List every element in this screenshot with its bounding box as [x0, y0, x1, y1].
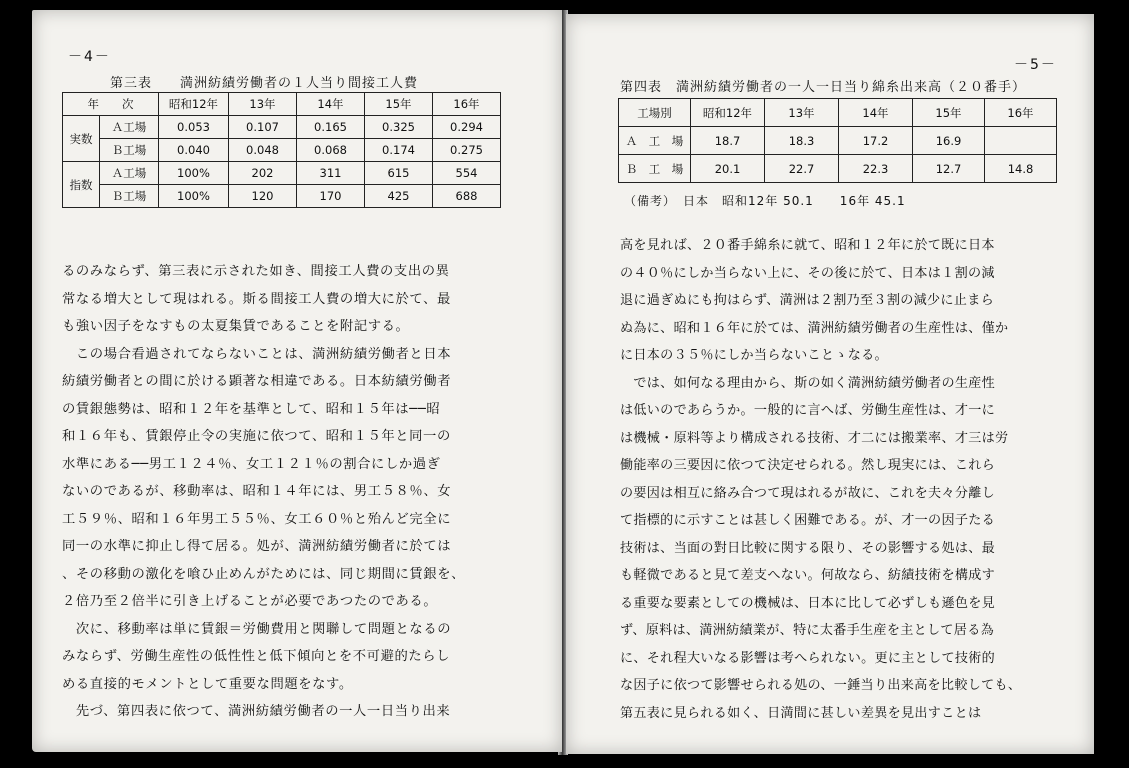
year-header: 13年	[765, 99, 839, 127]
year-header: 16年	[985, 99, 1057, 127]
table-cell: 0.048	[229, 139, 297, 162]
table-cell: 425	[365, 185, 433, 208]
text-line: て指標的に示すことは甚しく困難である。が、才一の因子たる	[620, 513, 996, 528]
table-cell: 16.9	[913, 127, 985, 155]
table-corner-header: 年 次	[63, 93, 159, 116]
table-cell: 100%	[159, 162, 229, 185]
year-header: 14年	[297, 93, 365, 116]
table-row	[63, 162, 501, 185]
right-body-text	[620, 232, 1088, 727]
text-line: ないのであるが、移動率は、昭和１４年には、男工５８％、女	[62, 484, 452, 499]
year-header: 昭和12年	[159, 93, 229, 116]
text-line: 常なる増大として現はれる。斯る間接工人費の増大に於て、最	[62, 291, 451, 307]
table-cell: 100%	[159, 185, 229, 208]
table-row	[63, 116, 501, 139]
text-line: 紡績労働者との間に於ける顕著な相違である。日本紡績労働者	[62, 374, 452, 389]
text-line: 次に、移動率は単に賃銀＝労働費用と関聯して問題となるの	[62, 621, 452, 637]
table-4	[618, 98, 1057, 183]
factory-label: Ｂ工場	[100, 185, 159, 208]
table-row	[619, 155, 1057, 183]
table-cell: 202	[229, 162, 297, 185]
page-number-right: －5－	[1014, 57, 1057, 73]
text-line: 工５９％、昭和１６年男工５５％、女工６０％と殆んど完全に	[62, 511, 452, 527]
text-line: 第五表に見られる如く、日満間に甚しい差異を見出すことは	[620, 705, 982, 721]
table-cell	[985, 127, 1057, 155]
table-cell: 22.3	[839, 155, 913, 183]
year-header: 15年	[913, 99, 985, 127]
text-line: は機械・原料等より構成される技術、才二には搬業率、才三は労	[620, 430, 1009, 446]
left-page	[32, 10, 562, 752]
year-header: 16年	[433, 93, 501, 116]
year-header: 13年	[229, 93, 297, 116]
year-header: 14年	[839, 99, 913, 127]
text-line: も軽微であると見て差支へない。何故なら、紡績技術を構成す	[620, 568, 996, 583]
text-line: める直接的モメントとして重要な問題をなす。	[62, 676, 353, 692]
text-line: も強い因子をなすもの太夏集賃であることを附記する。	[62, 319, 410, 334]
table-cell: 17.2	[839, 127, 913, 155]
table-cell: 615	[365, 162, 433, 185]
text-line: 水準にある──男工１２４％、女工１２１％の割合にしか過ぎ	[62, 456, 441, 472]
table-cell: 20.1	[691, 155, 765, 183]
row-group-label: 実数	[63, 116, 100, 162]
text-line: 働能率の三要因に依つて決定せられる。然し現実には、これら	[620, 458, 996, 473]
text-line: 技術は、当面の對日比較に関する限り、その影響する処は、最	[620, 540, 996, 556]
table-cell: 311	[297, 162, 365, 185]
text-line: この場合看過されてならないことは、満洲紡績労働者と日本	[62, 346, 452, 362]
table-corner-header: 工場別	[619, 99, 691, 127]
table-cell: 18.7	[691, 127, 765, 155]
factory-label: Ａ工場	[100, 116, 159, 139]
left-body-text	[62, 258, 537, 726]
table-cell: 18.3	[765, 127, 839, 155]
text-line: は低いのであらうか。一般的に言へば、労働生産性は、才一に	[620, 403, 996, 418]
table-cell: 0.165	[297, 116, 365, 139]
table-3	[62, 92, 501, 208]
table-4-caption: 第四表 満洲紡績労働者の一人一日当り綿糸出来高（２０番手）	[620, 80, 1027, 95]
factory-label: Ｂ工場	[100, 139, 159, 162]
text-line: 退に過ぎぬにも拘はらず、満洲は２割乃至３割の減少に止まら	[620, 293, 994, 308]
text-line: るのみならず、第三表に示された如き、間接工人費の支出の異	[62, 264, 450, 279]
year-header: 昭和12年	[691, 99, 765, 127]
table-cell: 554	[433, 162, 501, 185]
text-line: の賃銀態勢は、昭和１２年を基準として、昭和１５年は──昭	[62, 401, 441, 417]
row-group-label: 指数	[63, 162, 100, 208]
table-header-row	[63, 93, 501, 116]
table-row	[619, 127, 1057, 155]
table-4-note: （備考） 日本 昭和12年 50.1 16年 45.1	[624, 194, 906, 208]
table-cell: 0.294	[433, 116, 501, 139]
table-cell: 0.174	[365, 139, 433, 162]
table-row	[63, 139, 501, 162]
table-cell: 0.275	[433, 139, 501, 162]
text-line: ２倍乃至２倍半に引き上げることが必要であつたのである。	[62, 594, 438, 609]
table-cell: 14.8	[985, 155, 1057, 183]
text-line: の要因は相互に絡み合つて現はれるが故に、これを夫々分離し	[620, 485, 996, 501]
text-line: 先づ、第四表に依つて、満洲紡績労働者の一人一日当り出来	[62, 704, 451, 719]
text-line: ぬ為に、昭和１６年に於ては、満洲紡績労働者の生産性は、僅か	[620, 320, 1009, 336]
table-header-row	[619, 99, 1057, 127]
table-cell: 0.107	[229, 116, 297, 139]
text-line: 、その移動の激化を喰ひ止めんがためには、同じ期間に賃銀を、	[62, 566, 466, 582]
right-page	[566, 14, 1094, 754]
table-3-caption: 第三表 満洲紡績労働者の１人当り間接工人費	[110, 76, 419, 91]
text-line: に、それ程大いなる影響は考へられない。更に主として技術的	[620, 650, 996, 666]
text-line: 同一の水準に抑止し得て居る。処が、満洲紡績労働者に於ては	[62, 539, 452, 554]
table-cell: 0.040	[159, 139, 229, 162]
table-cell: 12.7	[913, 155, 985, 183]
page-number-left: －4－	[68, 49, 111, 65]
year-header: 15年	[365, 93, 433, 116]
table-cell: 170	[297, 185, 365, 208]
text-line: に日本の３５％にしか当らないことゝなる。	[620, 348, 888, 363]
table-cell: 0.068	[297, 139, 365, 162]
factory-label: Ａ 工 場	[619, 127, 691, 155]
factory-label: Ｂ 工 場	[619, 155, 691, 183]
text-line: みならず、労働生産性の低性性と低下傾向とを不可避的たらし	[62, 649, 451, 664]
table-cell: 120	[229, 185, 297, 208]
table-cell: 22.7	[765, 155, 839, 183]
table-cell: 0.053	[159, 116, 229, 139]
factory-label: Ａ工場	[100, 162, 159, 185]
text-line: る重要な要素としての機械は、日本に比して必ずしも遜色を見	[620, 595, 996, 611]
text-line: の４０％にしか当らない上に、その後に於て、日本は１割の減	[620, 265, 995, 281]
text-line: では、如何なる理由から、斯の如く満洲紡績労働者の生産性	[620, 375, 996, 391]
text-line: 高を見れば、２０番手綿糸に就て、昭和１２年に於て既に日本	[620, 238, 995, 253]
text-line: 和１６年も、賃銀停止令の実施に依つて、昭和１５年と同一の	[62, 429, 451, 444]
text-line: ず、原料は、満洲紡績業が、特に太番手生産を主として居る為	[620, 623, 994, 638]
table-cell: 0.325	[365, 116, 433, 139]
text-line: な因子に依つて影響せられる処の、一錘当り出来高を比較しても、	[620, 678, 1022, 693]
table-row	[63, 185, 501, 208]
table-cell: 688	[433, 185, 501, 208]
